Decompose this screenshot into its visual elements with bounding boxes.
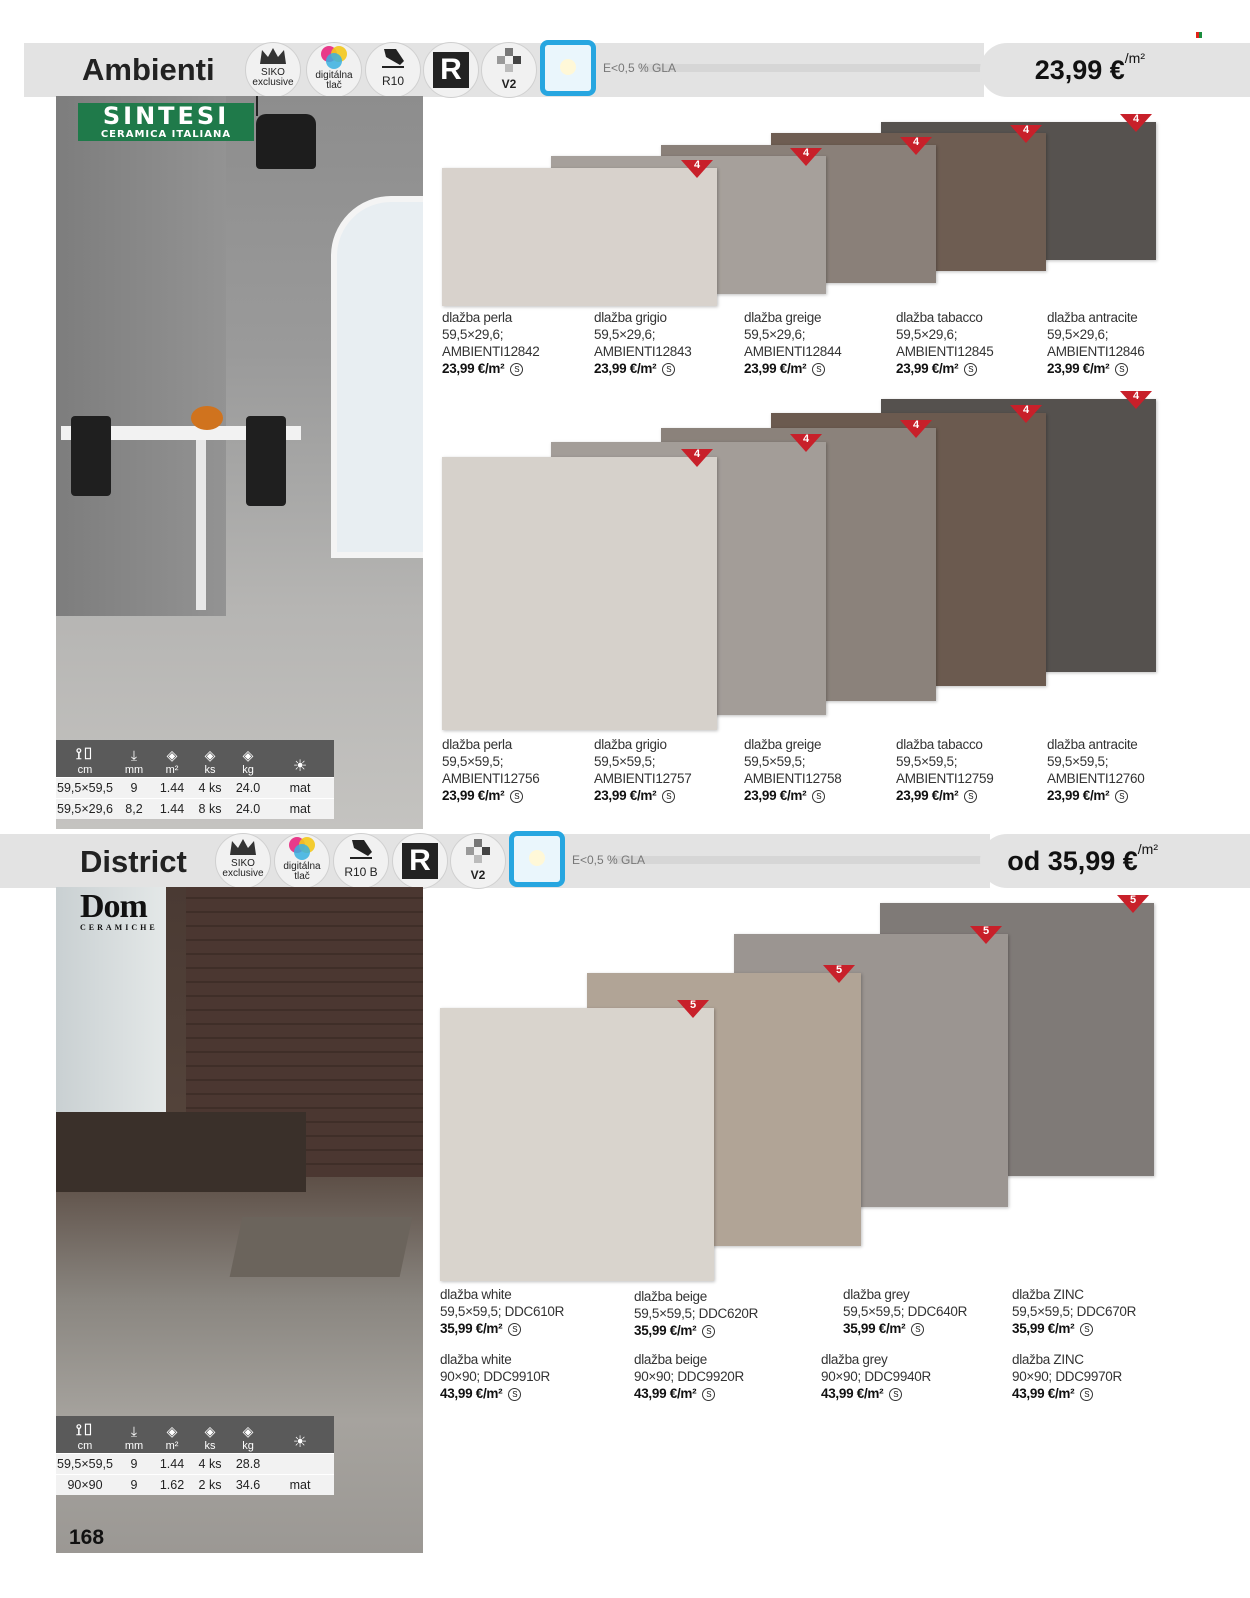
pattern-variation-v2-icon xyxy=(450,833,506,889)
digital-print-label: digitálna tlač xyxy=(315,70,353,91)
district-title: District xyxy=(80,844,187,879)
pieces-badge: 5 xyxy=(970,926,1002,944)
district-price-unit: /m² xyxy=(1137,841,1158,857)
pieces-badge: 4 xyxy=(681,449,713,467)
slip-rating-label: R10 B xyxy=(344,865,378,879)
area-box-icon: ◈ m² xyxy=(154,1416,190,1454)
product-label: dlažba grigio 59,5×29,6; AMBIENTI12843 23,99 €/m² S xyxy=(594,310,692,376)
surface-finish-icon: ☀ xyxy=(266,1416,334,1454)
dom-logo-text: Dom xyxy=(80,888,147,925)
siko-s-icon: S xyxy=(508,1388,521,1401)
pieces-badge: 4 xyxy=(1120,114,1152,132)
variation-label: V2 xyxy=(470,868,486,882)
product-label: dlažba tabacco 59,5×59,5; AMBIENTI12759 23,99 €/m² S xyxy=(896,737,994,803)
tile-perla-rect xyxy=(442,168,717,306)
photo-coffee-table xyxy=(230,1217,413,1277)
siko-exclusive-label: SIKO exclusive xyxy=(252,67,294,88)
ambienti-price-unit: /m² xyxy=(1124,50,1145,66)
siko-s-icon: S xyxy=(510,790,523,803)
photo-lamp-shade xyxy=(256,114,316,169)
photo-pendant-lamp xyxy=(256,96,258,116)
rectified-r-icon: R xyxy=(392,833,448,889)
pieces-badge: 4 xyxy=(1010,125,1042,143)
ambienti-interior-photo xyxy=(56,96,423,829)
ambienti-energy-line xyxy=(640,64,990,72)
tile-perla-square xyxy=(442,457,717,730)
pieces-badge: 4 xyxy=(681,160,713,178)
sintesi-logo-subtext: CERAMICA ITALIANA xyxy=(100,129,232,140)
siko-exclusive-crown-icon xyxy=(245,42,301,98)
pieces-badge: 4 xyxy=(1010,405,1042,423)
siko-s-icon: S xyxy=(1115,363,1128,376)
water-absorption-icon xyxy=(540,40,596,96)
photo-fruit-bowl xyxy=(191,406,223,430)
spec-row: 59,5×59,5 9 1.44 4 ks 28.8 xyxy=(56,1454,334,1475)
product-label: dlažba perla 59,5×29,6; AMBIENTI12842 23,99 €/m² S xyxy=(442,310,540,376)
siko-exclusive-label: SIKO exclusive xyxy=(222,858,264,879)
tile-white xyxy=(440,1008,714,1281)
product-label: dlažba antracite 59,5×29,6; AMBIENTI12846 23,99 €/m² S xyxy=(1047,310,1145,376)
ambienti-price-pill xyxy=(980,43,1250,97)
product-label: dlažba antracite 59,5×59,5; AMBIENTI12760 23,99 €/m² S xyxy=(1047,737,1145,803)
photo-chair xyxy=(246,416,286,506)
district-price: od 35,99 € xyxy=(1007,846,1138,876)
product-label: dlažba ZINC 59,5×59,5; DDC670R 35,99 €/m² S xyxy=(1012,1287,1137,1336)
product-label: dlažba white 59,5×59,5; DDC610R 35,99 €/m² S xyxy=(440,1287,565,1336)
surface-finish-icon: ☀ xyxy=(266,740,334,778)
siko-s-icon: S xyxy=(508,1323,521,1336)
pieces-badge: 4 xyxy=(900,137,932,155)
product-label: dlažba greige 59,5×29,6; AMBIENTI12844 23,99 €/m² S xyxy=(744,310,842,376)
pattern-variation-v2-icon xyxy=(481,42,537,98)
siko-s-icon: S xyxy=(964,790,977,803)
product-label: dlažba beige 59,5×59,5; DDC620R 35,99 €/m² S xyxy=(634,1289,759,1338)
product-label: dlažba greige 59,5×59,5; AMBIENTI12758 23,99 €/m² S xyxy=(744,737,842,803)
product-label: dlažba grey 90×90; DDC9940R 43,99 €/m² S xyxy=(821,1352,931,1401)
thickness-icon: ⤓ mm xyxy=(114,740,154,778)
sintesi-logo-text: SINTESI xyxy=(102,102,230,130)
product-label: dlažba perla 59,5×59,5; AMBIENTI12756 23,99 €/m² S xyxy=(442,737,540,803)
district-energy-label: E<0,5 % GLA xyxy=(572,853,646,867)
weight-box-icon: ◈ kg xyxy=(230,1416,266,1454)
slip-resistance-shoe-icon xyxy=(365,42,421,98)
spec-row: 59,5×59,5 9 1.44 4 ks 24.0 mat xyxy=(56,778,334,799)
product-label: dlažba grigio 59,5×59,5; AMBIENTI12757 23,99 €/m² S xyxy=(594,737,692,803)
siko-s-icon: S xyxy=(964,363,977,376)
photo-sideboard xyxy=(56,1112,306,1192)
product-label: dlažba white 90×90; DDC9910R 43,99 €/m² S xyxy=(440,1352,550,1401)
siko-s-icon: S xyxy=(702,1325,715,1338)
pieces-badge: 4 xyxy=(790,148,822,166)
siko-s-icon: S xyxy=(702,1388,715,1401)
ambienti-price: 23,99 € xyxy=(1034,55,1125,85)
dimension-icon: ⟟▯ cm xyxy=(56,740,114,778)
district-spec-table xyxy=(56,1416,334,1495)
product-label: dlažba ZINC 90×90; DDC9970R 43,99 €/m² S xyxy=(1012,1352,1122,1401)
siko-s-icon: S xyxy=(662,363,675,376)
thickness-icon: ⤓ mm xyxy=(114,1416,154,1454)
ambienti-title: Ambienti xyxy=(82,52,215,87)
slip-rating-label: R10 xyxy=(381,74,404,88)
dom-logo-subtext: CERAMICHE xyxy=(80,923,158,932)
siko-s-icon: S xyxy=(812,790,825,803)
water-absorption-icon xyxy=(509,831,565,887)
photo-arched-window xyxy=(331,196,423,558)
dimension-icon: ⟟▯ cm xyxy=(56,1416,114,1454)
siko-s-icon: S xyxy=(510,363,523,376)
slip-resistance-shoe-icon xyxy=(333,833,389,889)
spec-row: 90×90 9 1.62 2 ks 34.6 mat xyxy=(56,1475,334,1496)
pieces-badge: 4 xyxy=(900,420,932,438)
siko-s-icon: S xyxy=(911,1323,924,1336)
digital-print-color-drop-icon xyxy=(274,833,330,889)
digital-print-label: digitálna tlač xyxy=(283,861,321,882)
photo-chair xyxy=(71,416,111,496)
brand-corner-mark xyxy=(1196,32,1202,38)
siko-s-icon: S xyxy=(662,790,675,803)
spec-row: 59,5×29,6 8,2 1.44 8 ks 24.0 mat xyxy=(56,799,334,820)
dom-logo xyxy=(80,890,158,932)
ambienti-energy-label: E<0,5 % GLA xyxy=(603,61,677,75)
siko-exclusive-crown-icon xyxy=(215,833,271,889)
pieces-badge: 5 xyxy=(823,965,855,983)
pieces-box-icon: ◈ ks xyxy=(190,1416,230,1454)
variation-label: V2 xyxy=(501,77,517,91)
district-price-pill xyxy=(980,834,1250,888)
rectified-r-icon: R xyxy=(423,42,479,98)
product-label: dlažba grey 59,5×59,5; DDC640R 35,99 €/m² S xyxy=(843,1287,968,1336)
product-label: dlažba beige 90×90; DDC9920R 43,99 €/m² S xyxy=(634,1352,744,1401)
product-label: dlažba tabacco 59,5×29,6; AMBIENTI12845 23,99 €/m² S xyxy=(896,310,994,376)
siko-s-icon: S xyxy=(1080,1388,1093,1401)
pieces-badge: 5 xyxy=(677,1000,709,1018)
pieces-badge: 5 xyxy=(1117,895,1149,913)
district-energy-line xyxy=(610,856,990,864)
siko-s-icon: S xyxy=(1080,1323,1093,1336)
siko-s-icon: S xyxy=(889,1388,902,1401)
area-box-icon: ◈ m² xyxy=(154,740,190,778)
photo-table-leg xyxy=(196,440,206,610)
ambienti-spec-table xyxy=(56,740,334,819)
page-number: 168 xyxy=(69,1526,105,1549)
pieces-box-icon: ◈ ks xyxy=(190,740,230,778)
weight-box-icon: ◈ kg xyxy=(230,740,266,778)
digital-print-color-drop-icon xyxy=(306,42,362,98)
sintesi-logo xyxy=(78,103,254,141)
pieces-badge: 4 xyxy=(790,434,822,452)
siko-s-icon: S xyxy=(1115,790,1128,803)
pieces-badge: 4 xyxy=(1120,391,1152,409)
siko-s-icon: S xyxy=(812,363,825,376)
